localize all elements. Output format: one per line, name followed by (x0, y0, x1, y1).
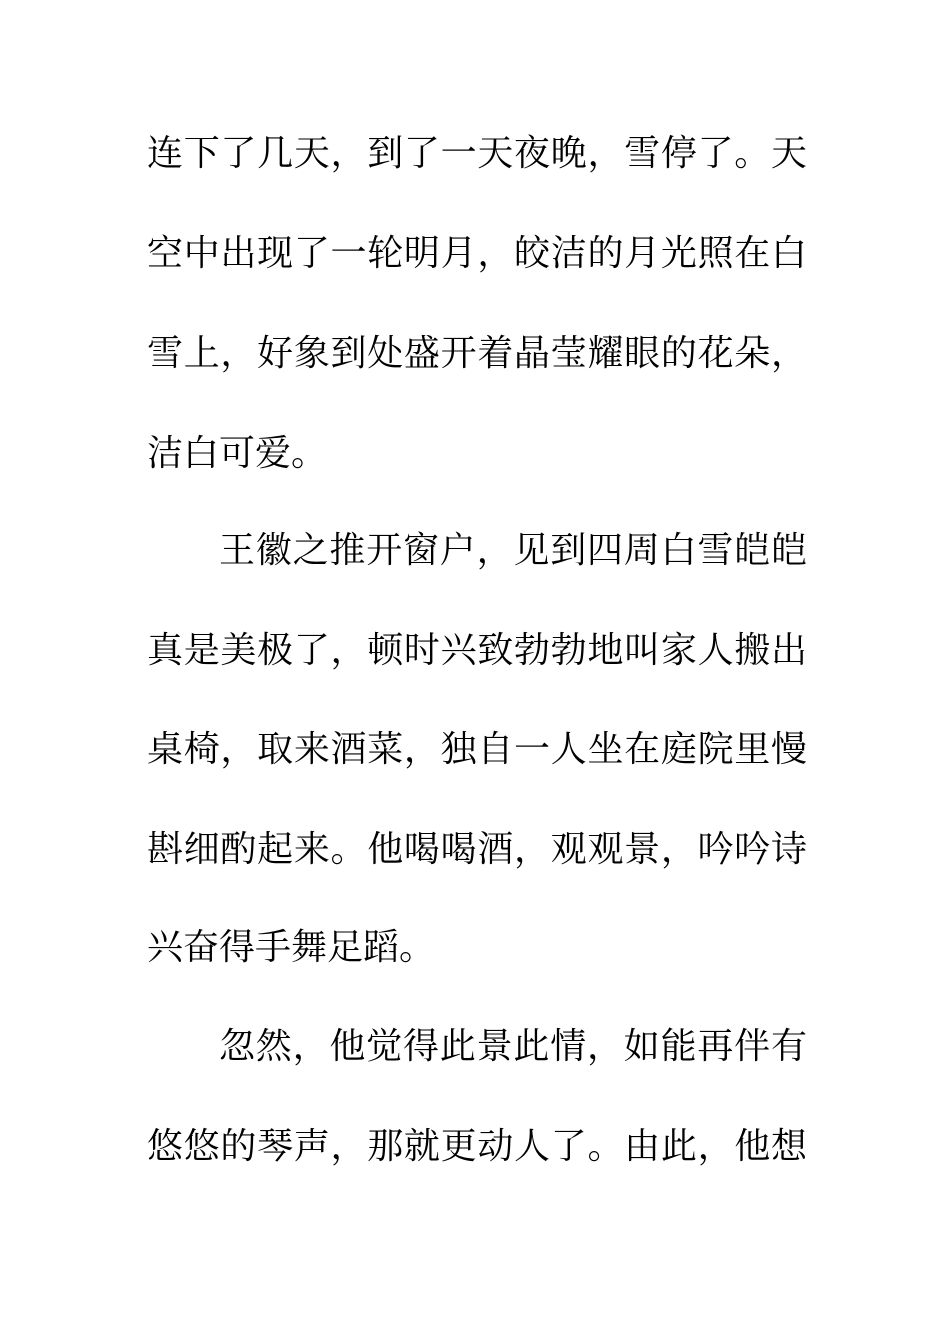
text-line-8: 斟细酌起来。他喝喝酒，观观景，吟吟诗 (147, 829, 807, 870)
text-line-10: 忽然，他觉得此景此情，如能再伴有 (219, 1026, 807, 1067)
text-line-3: 雪上，好象到处盛开着晶莹耀眼的花朵， (147, 333, 807, 374)
text-line-7: 桌椅，取来酒菜，独自一人坐在庭院里慢 (147, 729, 807, 770)
text-line-9: 兴奋得手舞足蹈。 (147, 927, 436, 968)
text-line-6: 真是美极了，顿时兴致勃勃地叫家人搬出 (147, 630, 807, 671)
text-line-4: 洁白可爱。 (147, 433, 328, 474)
text-line-1: 连下了几天，到了一天夜晚，雪停了。天 (147, 133, 807, 174)
text-line-5: 王徽之推开窗户，见到四周白雪皑皑 (219, 530, 807, 571)
text-line-11: 悠悠的琴声，那就更动人了。由此，他想 (147, 1126, 807, 1167)
text-line-2: 空中出现了一轮明月，皎洁的月光照在白 (147, 233, 807, 274)
